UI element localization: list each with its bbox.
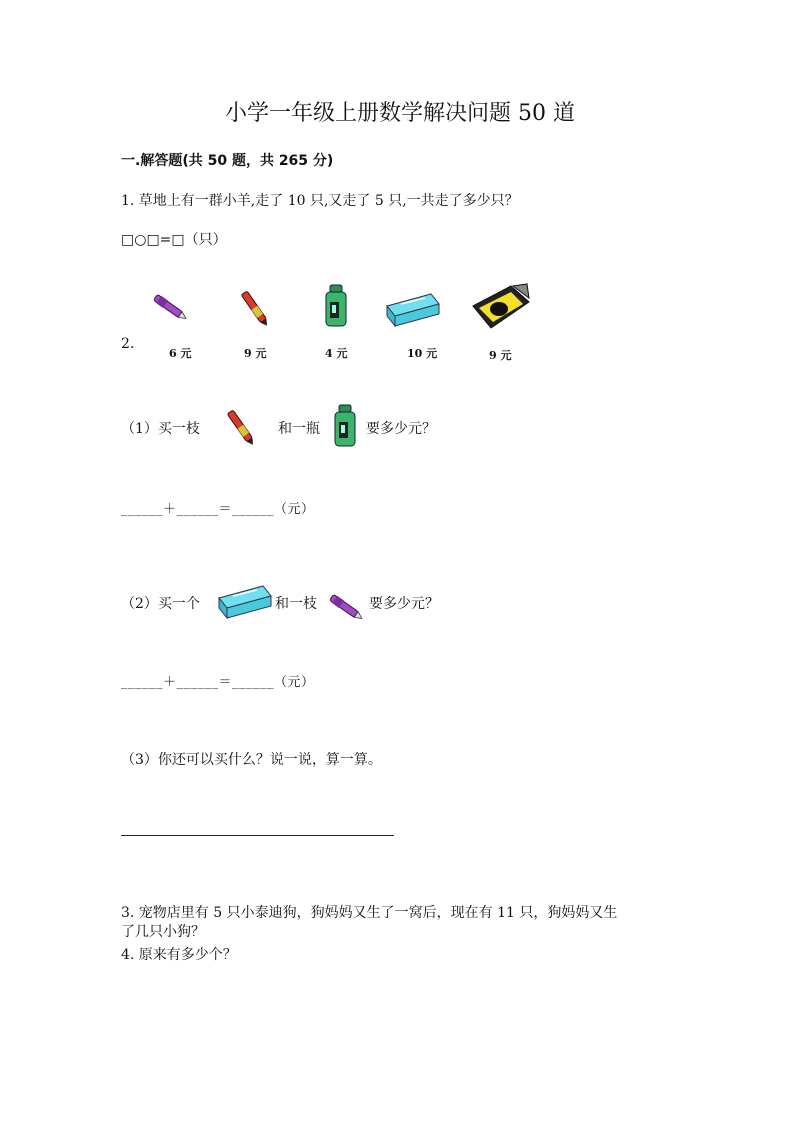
pencil-case-icon <box>383 292 441 328</box>
question-3-line1: 3. 宠物店里有 5 只小泰迪狗，狗妈妈又生了一窝后，现在有 11 只，狗妈妈又生 <box>121 905 618 921</box>
question-2-sub1-prefix: （1）买一枝 <box>121 421 200 437</box>
question-2-sub1-suffix: 要多少元？ <box>366 421 436 437</box>
question-2-sub2-prefix: （2）买一个 <box>121 596 200 612</box>
pencil-case-icon <box>215 584 273 620</box>
question-4-text: 4. 原来有多少个？ <box>121 947 237 963</box>
answer-underline[interactable] <box>121 835 394 836</box>
question-2-sub2-suffix: 要多少元？ <box>369 596 439 612</box>
glue-bottle-icon <box>333 404 357 448</box>
purple-pen-icon <box>150 292 190 324</box>
question-2-number: 2. <box>121 336 135 352</box>
glue-bottle-icon <box>324 284 348 328</box>
red-pen-icon <box>236 285 272 331</box>
price-label-sharpener: 9 元 <box>489 349 512 362</box>
question-3-line2: 了几只小狗？ <box>121 924 205 940</box>
question-2-sub2-middle: 和一枝 <box>275 596 317 612</box>
question-2-sub3-text: （3）你还可以买什么？说一说，算一算。 <box>121 752 382 768</box>
price-label-purple-pen: 6 元 <box>169 347 192 360</box>
question-2-sub1-middle: 和一瓶 <box>278 421 320 437</box>
price-label-pencil-case: 10 元 <box>407 347 438 360</box>
purple-pen-icon <box>326 592 366 624</box>
red-pen-icon <box>222 404 258 450</box>
answer-blank-line[interactable]: ______＋______＝______（元） <box>121 675 315 690</box>
answer-blank-line[interactable]: ______＋______＝______（元） <box>121 502 315 517</box>
section-heading: 一.解答题(共 50 题，共 265 分) <box>121 153 334 169</box>
question-1-formula: □○□=□（只） <box>121 232 227 248</box>
pencil-sharpener-icon <box>471 282 531 334</box>
question-1-text: 1. 草地上有一群小羊,走了 10 只,又走了 5 只,一共走了多少只？ <box>121 193 519 209</box>
price-label-red-pen: 9 元 <box>244 347 267 360</box>
price-label-glue-bottle: 4 元 <box>325 347 348 360</box>
page-title: 小学一年级上册数学解决问题 50 道 <box>225 101 575 126</box>
